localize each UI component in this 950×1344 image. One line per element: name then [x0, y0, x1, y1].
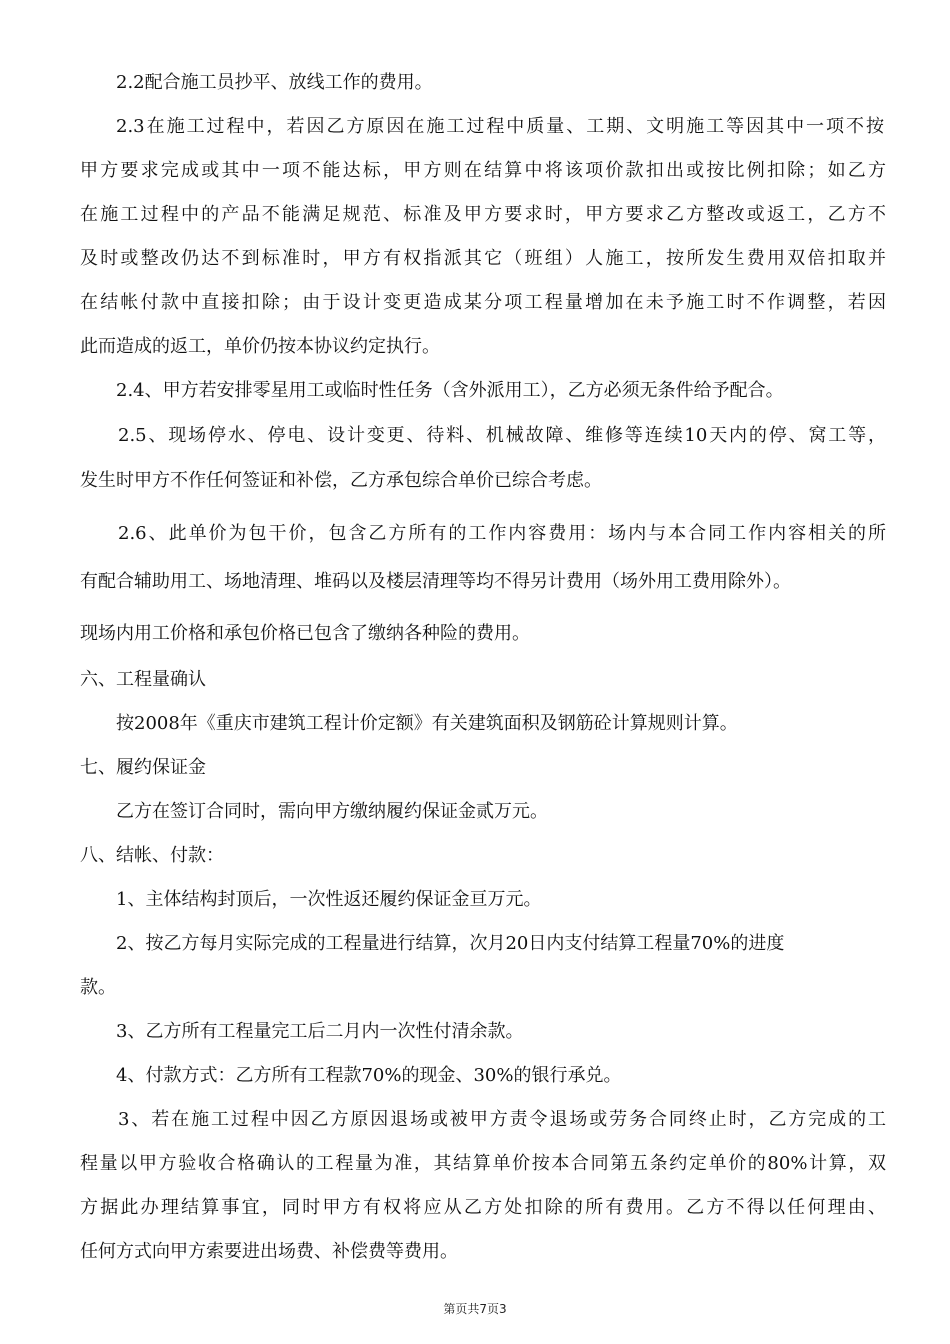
section-heading: 六、工程量确认 — [80, 669, 206, 690]
section-heading: 八、结帐、付款： — [80, 845, 224, 866]
paragraph-line: 有配合辅助用工、场地清理、堆码以及楼层清理等均不得另计费用（场外用工费用除外）。 — [80, 571, 791, 592]
paragraph-line: 2.2配合施工员抄平、放线工作的费用。 — [116, 72, 433, 93]
paragraph-line: 3、乙方所有工程量完工后二月内一次性付清余款。 — [116, 1021, 524, 1042]
paragraph-line: 2.3在施工过程中，若因乙方原因在施工过程中质量、工期、文明施工等因其中一项不按 — [116, 116, 884, 137]
paragraph-line: 1、主体结构封顶后，一次性返还履约保证金亘万元。 — [116, 889, 542, 910]
paragraph-line: 及时或整改仍达不到标准时，甲方有权指派其它（班组）人施工，按所发生费用双倍扣取并 — [80, 248, 886, 269]
section-heading: 七、履约保证金 — [80, 757, 206, 778]
paragraph-line: 2.6、此单价为包干价，包含乙方所有的工作内容费用：场内与本合同工作内容相关的所 — [118, 523, 886, 544]
paragraph-line: 4、付款方式：乙方所有工程款70%的现金、30%的银行承兑。 — [116, 1065, 622, 1086]
paragraph-line: 发生时甲方不作任何签证和补偿，乙方承包综合单价已综合考虑。 — [80, 470, 602, 491]
paragraph-line: 此而造成的返工，单价仍按本协议约定执行。 — [80, 336, 440, 357]
paragraph-line: 3、若在施工过程中因乙方原因退场或被甲方责令退场或劳务合同终止时，乙方完成的工 — [118, 1109, 886, 1130]
paragraph-line: 任何方式向甲方索要进出场费、补偿费等费用。 — [80, 1241, 458, 1262]
paragraph-line: 款。 — [80, 977, 116, 998]
paragraph-line: 现场内用工价格和承包价格已包含了缴纳各种险的费用。 — [80, 623, 530, 644]
paragraph-line: 程量以甲方验收合格确认的工程量为准，其结算单价按本合同第五条约定单价的80%计算，双 — [80, 1153, 886, 1174]
paragraph-line: 方据此办理结算事宜，同时甲方有权将应从乙方处扣除的所有费用。乙方不得以任何理由、 — [80, 1197, 886, 1218]
paragraph-line: 在施工过程中的产品不能满足规范、标准及甲方要求时，甲方要求乙方整改或返工，乙方不 — [80, 204, 886, 225]
paragraph-line: 乙方在签订合同时，需向甲方缴纳履约保证金贰万元。 — [116, 801, 548, 822]
paragraph-line: 2、按乙方每月实际完成的工程量进行结算，次月20日内支付结算工程量70%的进度 — [116, 933, 785, 954]
paragraph-line: 甲方要求完成或其中一项不能达标，甲方则在结算中将该项价款扣出或按比例扣除；如乙方 — [80, 160, 886, 181]
paragraph-line: 按2008年《重庆市建筑工程计价定额》有关建筑面积及钢筋砼计算规则计算。 — [116, 713, 738, 734]
paragraph-line: 2.5、现场停水、停电、设计变更、待料、机械故障、维修等连续10天内的停、窝工等， — [118, 425, 886, 446]
page-footer: 第页共7页3 — [443, 1302, 507, 1316]
paragraph-line: 在结帐付款中直接扣除；由于设计变更造成某分项工程量增加在未予施工时不作调整，若因 — [80, 292, 886, 313]
paragraph-line: 2.4、甲方若安排零星用工或临时性任务（含外派用工），乙方必须无条件给予配合。 — [116, 380, 784, 401]
